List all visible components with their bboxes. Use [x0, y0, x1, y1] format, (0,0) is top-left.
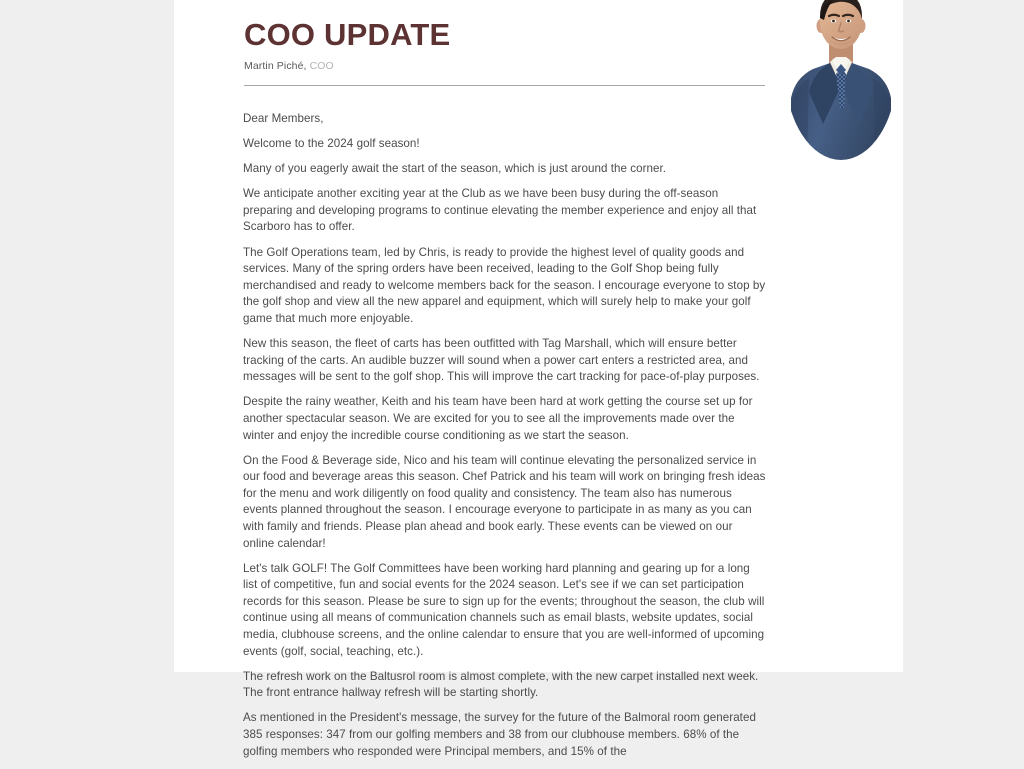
letter-body	[243, 111, 766, 769]
letter-paragraph: We anticipate another exciting year at the Club as we have been busy during the off-season preparing and developing programs to continue elevating the member experience and enjoy all that Scarboro has to offer.	[243, 187, 757, 234]
letter-paragraph: The Golf Operations team, led by Chris, is ready to provide the highest level of quality goods and services. Many of the spring orders have been received, leading to the Golf Shop being fully merchandised and ready to welcome members back for the season. I encourage everyone to stop by the golf shop and view all the new apparel and equipment, which will surely help to make your golf game that much more enjoyable.	[243, 245, 766, 325]
page-title: COO UPDATE	[244, 17, 451, 52]
document-header	[244, 16, 766, 86]
letter-paragraph: Welcome to the 2024 golf season!	[243, 137, 420, 151]
letter-paragraph: The refresh work on the Baltusrol room is almost complete, with the new carpet installed next week. The front entrance hallway refresh will be starting shortly.	[243, 669, 759, 700]
letter-paragraph: On the Food & Beverage side, Nico and his team will continue elevating the personalized service in our food and beverage areas this season. Chef Patrick and his team will work on bringing fresh ideas for the menu and work diligently on food quality and consistency. The team also has numerous events planned throughout the season. I encourage everyone to participate in as many as you can with family and friends. Please plan ahead and book early. These events can be viewed on our online calendar!	[243, 453, 766, 550]
header-divider	[244, 85, 765, 86]
byline-author-role: COO	[309, 60, 334, 72]
letter-paragraph: New this season, the fleet of carts has been outfitted with Tag Marshall, which will ensure better tracking of the carts. An audible buzzer will sound when a power cart enters a restricted area, and messages will be sent to the golf shop. This will improve the cart tracking for pace-of-play purposes.	[243, 337, 760, 384]
avatar	[783, 0, 899, 162]
byline	[244, 60, 766, 73]
letter-paragraph: Let's talk GOLF! The Golf Committees have been working hard planning and gearing up for a long list of competitive, fun and social events for the 2024 season. Let's see if we can set participation records for this season. Please be sure to sign up for the events; throughout the season, the club will continue using all means of communication channels such as email blasts, website updates, social media, clubhouse screens, and the online calendar to ensure that you are well-informed of upcoming events (golf, social, teaching, etc.).	[243, 561, 765, 658]
letter-paragraph: Dear Members,	[243, 112, 324, 125]
letter-paragraph: Many of you eagerly await the start of the season, which is just around the corner.	[243, 162, 667, 176]
document-page	[174, 0, 903, 758]
letter-paragraph: Despite the rainy weather, Keith and his team have been hard at work getting the course set up for another spectacular season. We are excited for you to see all the improvements made over the winter and enjoy the incredible course conditioning as we start the season.	[243, 395, 753, 442]
byline-author-name: Martin Piché,	[244, 60, 307, 72]
letter-paragraph: As mentioned in the President's message, the survey for the future of the Balmoral room generated 385 responses: 347 from our golfing members and 38 from our clubhouse members. 68% of the golfing members who responded were Principal members, and 15% of the	[243, 711, 756, 758]
